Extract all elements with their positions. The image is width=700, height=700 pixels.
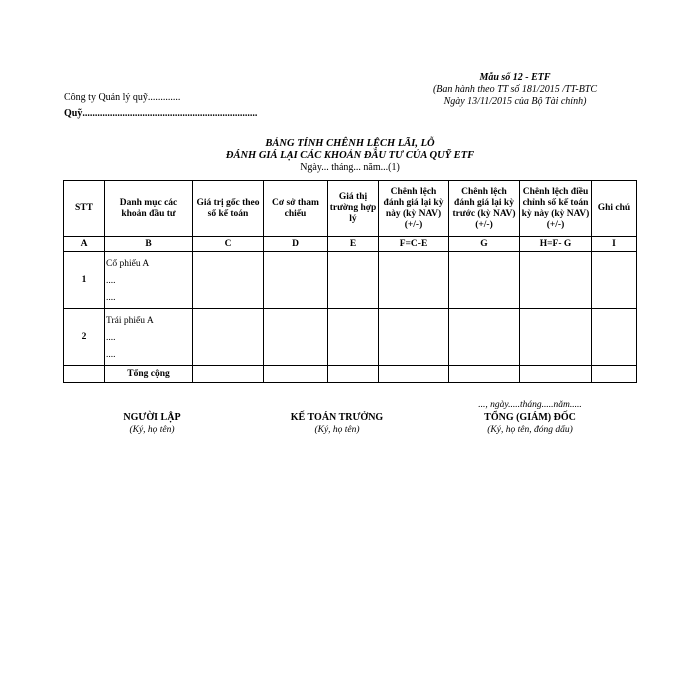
cell-empty xyxy=(328,252,379,309)
cell-empty xyxy=(592,252,637,309)
total-row xyxy=(64,366,637,383)
cell-empty xyxy=(520,252,592,309)
column-letters-row xyxy=(64,237,637,252)
col-header-book-value: Giá trị gốc theo sổ kế toán xyxy=(193,181,264,237)
row-items xyxy=(105,309,193,366)
table-row xyxy=(64,309,637,366)
cell-empty xyxy=(264,309,328,366)
signature-date: ..., ngày.....tháng.....năm..... xyxy=(478,400,582,410)
col-letter: E xyxy=(328,237,379,252)
cell-empty xyxy=(328,366,379,383)
cell-empty xyxy=(592,366,637,383)
cell-empty xyxy=(520,366,592,383)
col-letter: B xyxy=(105,237,193,252)
col-header-stt: STT xyxy=(64,181,105,237)
cell-empty xyxy=(264,366,328,383)
item-line: Trái phiếu A xyxy=(106,316,154,326)
title-line-2: ĐÁNH GIÁ LẠI CÁC KHOẢN ĐẦU TƯ CỦA QUỸ ETF xyxy=(225,150,475,161)
col-header-current-diff: Chênh lệch đánh giá lại kỳ này (kỳ NAV) (+/-) xyxy=(379,181,449,237)
director-role: TỔNG (GIÁM) ĐỐC xyxy=(484,412,576,423)
document-title xyxy=(150,138,550,174)
preparer-note: (Ký, họ tên) xyxy=(129,425,175,435)
row-stt: 1 xyxy=(64,252,105,309)
cell-empty xyxy=(449,366,520,383)
item-line: .... xyxy=(106,293,116,303)
col-letter: G xyxy=(449,237,520,252)
col-header-notes: Ghi chú xyxy=(592,181,637,237)
item-line: Cổ phiếu A xyxy=(106,259,150,269)
col-header-adjustment: Chênh lệch điều chỉnh số kế toán kỳ này (kỳ NAV) (+/-) xyxy=(520,181,592,237)
item-line: .... xyxy=(106,276,116,286)
col-letter: I xyxy=(592,237,637,252)
col-letter: D xyxy=(264,237,328,252)
signature-preparer xyxy=(62,412,242,436)
form-number: Mẫu số 12 - ETF xyxy=(479,72,551,83)
cell-empty xyxy=(264,252,328,309)
cell-empty xyxy=(379,366,449,383)
cell-empty xyxy=(328,309,379,366)
chief-accountant-note: (Ký, họ tên) xyxy=(314,425,360,435)
col-letter: F=C-E xyxy=(379,237,449,252)
cell-empty xyxy=(64,366,105,383)
form-info xyxy=(410,72,620,108)
cell-empty xyxy=(449,309,520,366)
item-line: .... xyxy=(106,350,116,360)
issued-by: (Ban hành theo TT số 181/2015 /TT-BTC xyxy=(432,84,598,95)
cell-empty xyxy=(449,252,520,309)
col-header-market-value: Giá thị trường hợp lý xyxy=(328,181,379,237)
col-header-reference: Cơ sở tham chiếu xyxy=(264,181,328,237)
row-stt: 2 xyxy=(64,309,105,366)
cell-empty xyxy=(193,366,264,383)
cell-empty xyxy=(520,309,592,366)
company-name: Công ty Quản lý quỹ............. xyxy=(64,92,181,103)
chief-accountant-role: KẾ TOÁN TRƯỞNG xyxy=(290,412,384,423)
col-header-portfolio: Danh mục các khoản đầu tư xyxy=(105,181,193,237)
item-line: .... xyxy=(106,333,116,343)
preparer-role: NGƯỜI LẬP xyxy=(123,412,181,423)
col-letter: A xyxy=(64,237,105,252)
fund-name: Quỹ...................................................................... xyxy=(64,108,258,119)
col-letter: H=F- G xyxy=(520,237,592,252)
cell-empty xyxy=(379,309,449,366)
col-letter: C xyxy=(193,237,264,252)
valuation-table xyxy=(63,180,637,383)
col-header-previous-diff: Chênh lệch đánh giá lại kỳ trước (kỳ NAV)(+/-) xyxy=(449,181,520,237)
table-row xyxy=(64,252,637,309)
header-row xyxy=(64,181,637,237)
cell-empty xyxy=(193,309,264,366)
signature-chief-accountant xyxy=(247,412,427,436)
title-date: Ngày... tháng... năm...(1) xyxy=(300,162,400,173)
cell-empty xyxy=(592,309,637,366)
cell-empty xyxy=(379,252,449,309)
cell-empty xyxy=(193,252,264,309)
issued-date: Ngày 13/11/2015 của Bộ Tài chính) xyxy=(443,96,587,107)
title-line-1: BẢNG TÍNH CHÊNH LỆCH LÃI, LỖ xyxy=(265,138,435,149)
signature-director xyxy=(440,412,620,436)
total-label: Tổng cộng xyxy=(105,366,193,383)
row-items xyxy=(105,252,193,309)
director-note: (Ký, họ tên, đóng dấu) xyxy=(487,425,573,435)
